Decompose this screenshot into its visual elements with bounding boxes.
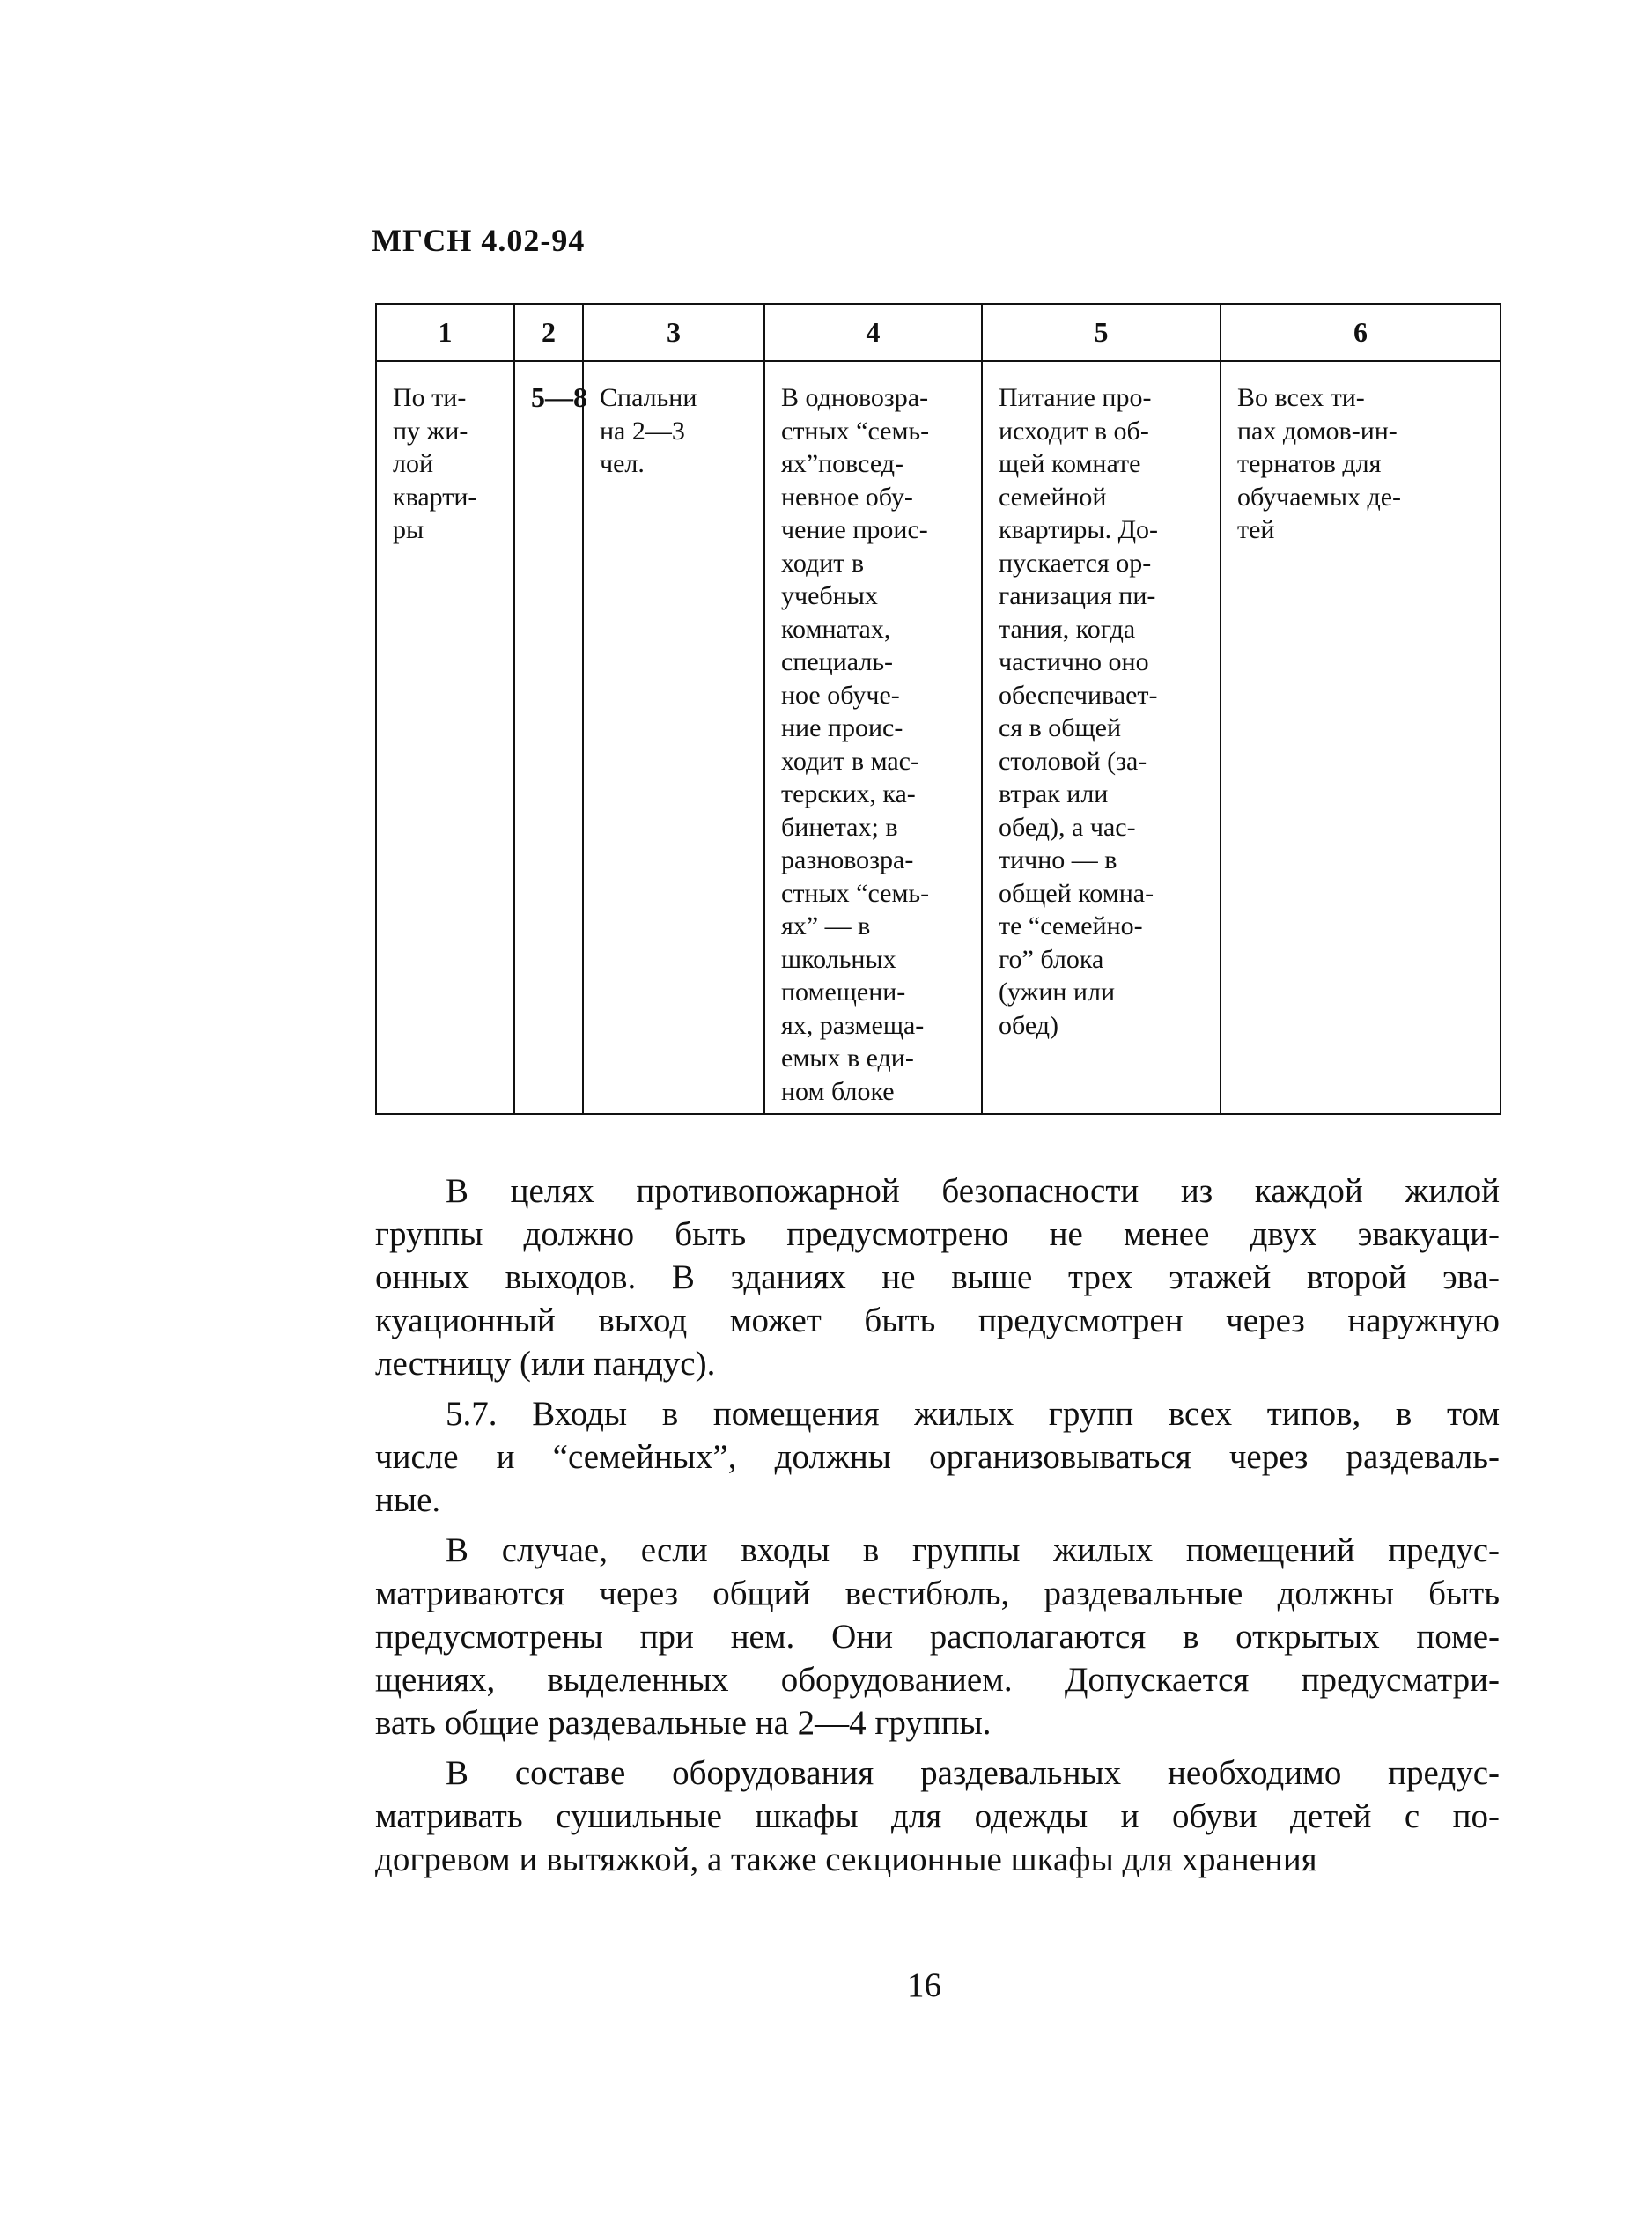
cell-line: (ужин или (999, 977, 1116, 1007)
column-header: 2 (514, 304, 583, 361)
cell-line: обучаемых де- (1237, 482, 1402, 512)
cell-line: чел. (600, 449, 645, 478)
paragraph-line: В целях противопожарной безопасности из каждой жилой (446, 1172, 1500, 1210)
paragraph-line: лестницу (или пандус). (375, 1345, 716, 1383)
paragraph-line: матриваются через общий вестибюль, раздевальные должны быть (375, 1575, 1500, 1612)
cell-line: ях”повсед- (781, 449, 904, 478)
cell-line: ном блоке (781, 1076, 895, 1106)
document-code: МГСН 4.02-94 (372, 223, 586, 258)
body-text (375, 1169, 1500, 1888)
cell-line: помещени- (781, 977, 906, 1007)
cell-line: бинетах; в (781, 812, 898, 842)
cell-line: школьных (781, 944, 896, 974)
column-header: 4 (764, 304, 982, 361)
cell-line: Во всех ти- (1237, 383, 1365, 412)
paragraph-line: 5.7. Входы в помещения жилых групп всех типов, в том (446, 1395, 1500, 1433)
cell-line: семейной (999, 482, 1107, 512)
column-header: 5 (982, 304, 1221, 361)
cell-line: специаль- (781, 647, 894, 676)
paragraph-line: ные. (375, 1481, 441, 1519)
table-header-row (376, 304, 1501, 361)
cell-line: стных “семь- (781, 416, 930, 446)
cell-applicability (1221, 361, 1501, 1114)
cell-apartment-type (376, 361, 514, 1114)
cell-line: Спальни (600, 383, 697, 412)
cell-line: В одновозра- (781, 383, 929, 412)
cell-line: невное обу- (781, 482, 913, 512)
paragraph (375, 1392, 1500, 1522)
column-header: 1 (376, 304, 514, 361)
paragraph-line: предусмотрены при нем. Они располагаются в открытых поме- (375, 1618, 1500, 1656)
cell-line: общей комна- (999, 878, 1154, 908)
paragraph-line: онных выходов. В зданиях не выше трех этажей второй эва- (375, 1258, 1500, 1296)
cell-line: ры (393, 515, 424, 544)
paragraph (375, 1169, 1500, 1385)
cell-line: стных “семь- (781, 878, 930, 908)
cell-line: ях, размеща- (781, 1010, 925, 1040)
paragraph-line: числе и “семейных”, должны организовываться через раздеваль- (375, 1438, 1500, 1476)
cell-line: чение проис- (781, 515, 928, 544)
cell-line: ях” — в (781, 911, 871, 941)
paragraph-line: догревом и вытяжкой, а также секционные шкафы для хранения (375, 1840, 1317, 1878)
cell-line: ходит в (781, 548, 865, 578)
cell-line: емых в еди- (781, 1044, 914, 1073)
cell-line: пускается ор- (999, 548, 1152, 578)
cell-line: терских, ка- (781, 779, 916, 808)
paragraph-line: вать общие раздевальные на 2—4 группы. (375, 1704, 992, 1742)
paragraph-line: куационный выход может быть предусмотрен через наружную (375, 1302, 1500, 1339)
paragraph (375, 1529, 1500, 1745)
cell-line: лой (393, 449, 434, 478)
column-header: 6 (1221, 304, 1501, 361)
cell-line: учебных (781, 581, 878, 610)
cell-line: комнатах, (781, 614, 891, 644)
paragraph-line: щениях, выделенных оборудованием. Допускается предусматри- (375, 1661, 1500, 1699)
cell-line: те “семейно- (999, 911, 1143, 941)
cell-line: втрак или (999, 779, 1109, 808)
cell-count (514, 361, 587, 1114)
cell-line: тания, когда (999, 614, 1136, 644)
page-number: 16 (907, 1966, 941, 2004)
cell-line: квартиры. До- (999, 515, 1159, 544)
cell-line: го” блока (999, 944, 1104, 974)
cell-line: ходит в мас- (781, 746, 919, 776)
cell-line: на 2—3 (600, 416, 685, 446)
cell-line: щей комнате (999, 449, 1141, 478)
cell-line: обеспечивает- (999, 680, 1158, 710)
cell-line: 5—8 (531, 381, 587, 413)
cell-line: ся в общей (999, 713, 1122, 742)
cell-line: тей (1237, 515, 1275, 544)
cell-line: обед) (999, 1010, 1059, 1040)
cell-bedrooms (583, 361, 764, 1114)
paragraph-line: В составе оборудования раздевальных необходимо предус- (446, 1754, 1500, 1792)
cell-line: кварти- (393, 482, 477, 512)
cell-catering (982, 361, 1221, 1114)
cell-line: тернатов для (1237, 449, 1382, 478)
paragraph (375, 1752, 1500, 1881)
paragraph-line: В случае, если входы в группы жилых помещений предус- (446, 1531, 1500, 1569)
cell-line: Питание про- (999, 383, 1152, 412)
cell-line: столовой (за- (999, 746, 1147, 776)
cell-line: исходит в об- (999, 416, 1149, 446)
paragraph-line: группы должно быть предусмотрено не менее двух эвакуаци- (375, 1215, 1500, 1253)
cell-education (764, 361, 982, 1114)
cell-line: По ти- (393, 383, 467, 412)
paragraph-line: матривать сушильные шкафы для одежды и обуви детей с по- (375, 1797, 1500, 1835)
cell-line: ганизация пи- (999, 581, 1156, 610)
cell-line: тично — в (999, 845, 1117, 874)
cell-line: частично оно (999, 647, 1149, 676)
requirements-table (375, 303, 1501, 1115)
cell-line: разновозра- (781, 845, 914, 874)
cell-line: ное обуче- (781, 680, 900, 710)
cell-line: обед), а час- (999, 812, 1136, 842)
cell-line: ние проис- (781, 713, 903, 742)
cell-line: пах домов-ин- (1237, 416, 1398, 446)
cell-line: пу жи- (393, 416, 468, 446)
table-row (376, 361, 1501, 1114)
column-header: 3 (583, 304, 764, 361)
